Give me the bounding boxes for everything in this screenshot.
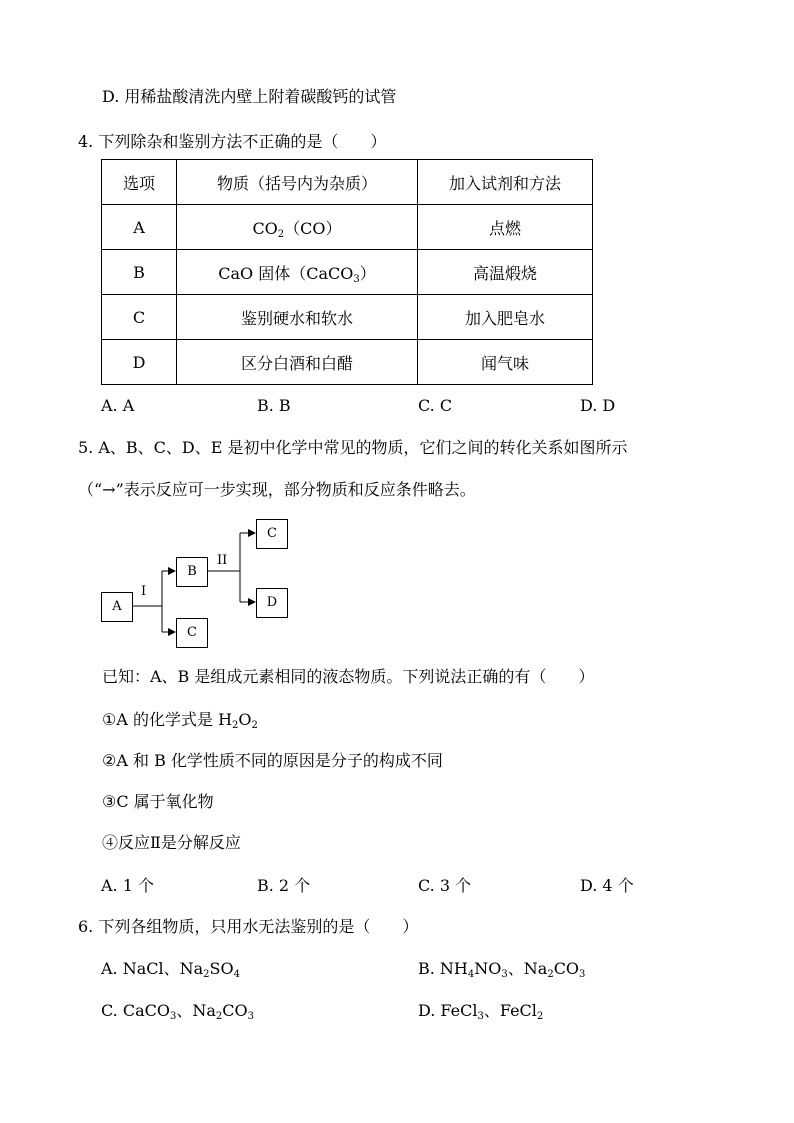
table-header-cell: 选项 — [102, 160, 177, 205]
formula-subscript: 3 — [579, 969, 586, 980]
q3-option-d: D. 用稀盐酸清洗内壁上附着碳酸钙的试管 — [102, 87, 397, 106]
q5-known: 已知：A、B 是组成元素相同的液态物质。下列说法正确的有（ ） — [102, 667, 595, 686]
formula-subscript: 4 — [467, 969, 475, 980]
formula-part: C. CaCO — [101, 1001, 170, 1020]
formula-part: CaO 固体（CaCO — [218, 263, 354, 283]
table-cell-option: C — [102, 295, 177, 340]
formula-part: SO — [209, 959, 234, 978]
q6-answer-c[interactable] — [101, 1001, 254, 1021]
table-cell-method: 闻气味 — [418, 340, 593, 385]
formula-part: CO — [222, 1001, 248, 1020]
formula-subscript: 4 — [233, 969, 240, 980]
table-row — [102, 205, 593, 250]
table-cell-substance: 鉴别硬水和软水 — [177, 295, 418, 340]
formula-subscript: 3 — [169, 1011, 177, 1022]
table-row — [102, 340, 593, 385]
q6-answer-d[interactable] — [418, 1001, 543, 1021]
formula-subscript: 2 — [203, 969, 210, 980]
q4-answer-a[interactable]: A. A — [101, 396, 135, 415]
diagram-label-ii: II — [217, 553, 228, 568]
q4-answer-b[interactable]: B. B — [257, 396, 291, 415]
formula-part: A. NaCl、Na — [101, 959, 204, 978]
q4-table — [101, 159, 593, 385]
q4-stem: 4. 下列除杂和鉴别方法不正确的是（ ） — [78, 132, 387, 151]
formula-part: O — [238, 710, 252, 729]
diagram-box-c-top: C — [256, 519, 288, 549]
q6-answer-a[interactable] — [101, 959, 240, 979]
table-cell-option: B — [102, 250, 177, 295]
formula-part: B. NH — [418, 959, 468, 978]
formula-part: D. FeCl — [418, 1001, 478, 1020]
q5-transformation-diagram — [96, 512, 396, 662]
table-cell-method: 加入肥皂水 — [418, 295, 593, 340]
table-row — [102, 250, 593, 295]
formula-subscript: 2 — [215, 1011, 223, 1022]
formula-subscript: 2 — [547, 969, 554, 980]
table-header-row — [102, 160, 593, 205]
formula-part: CO — [553, 959, 580, 978]
formula-subscript: 2 — [536, 1011, 544, 1022]
diagram-box-c-bottom: C — [176, 618, 208, 648]
table-header-cell: 物质（括号内为杂质） — [177, 160, 418, 205]
formula-part: （CO） — [284, 218, 342, 238]
table-cell-method: 高温煅烧 — [418, 250, 593, 295]
formula-subscript: 3 — [247, 1011, 255, 1022]
table-row — [102, 295, 593, 340]
formula-subscript: 3 — [477, 1011, 484, 1022]
q5-statement-1 — [102, 710, 258, 730]
q5-statement-4: ④反应Ⅱ是分解反应 — [102, 833, 241, 852]
formula-subscript: 3 — [501, 969, 508, 980]
table-cell-method: 点燃 — [418, 205, 593, 250]
formula-subscript: 2 — [232, 720, 239, 731]
q5-stem-line2: （“→”表示反应可一步实现，部分物质和反应条件略去。 — [78, 480, 476, 499]
formula-part: 、Na — [507, 959, 548, 978]
formula-part: 、FeCl — [483, 1001, 537, 1020]
q5-stem-line1: 5. A、B、C、D、E 是初中化学中常见的物质，它们之间的转化关系如图所示 — [78, 438, 628, 457]
q5-statement-3: ③C 属于氧化物 — [102, 792, 214, 811]
formula-subscript: 3 — [353, 273, 360, 285]
table-cell-option: D — [102, 340, 177, 385]
formula-subscript: 2 — [251, 720, 258, 731]
q6-answer-b[interactable] — [418, 959, 585, 979]
q5-answer-d[interactable]: D. 4 个 — [580, 876, 634, 895]
diagram-box-d: D — [256, 588, 288, 618]
table-cell-option: A — [102, 205, 177, 250]
diagram-box-b: B — [176, 557, 208, 587]
q6-stem: 6. 下列各组物质，只用水无法鉴别的是（ ） — [78, 917, 419, 936]
formula-part: CO — [252, 218, 278, 238]
q5-answer-b[interactable]: B. 2 个 — [257, 876, 311, 895]
formula-part: ） — [359, 263, 376, 283]
diagram-label-i: I — [141, 584, 147, 599]
table-cell-substance — [177, 250, 418, 295]
formula-part: NO — [474, 959, 502, 978]
table-cell-substance: 区分白酒和白醋 — [177, 340, 418, 385]
diagram-box-a: A — [101, 592, 133, 622]
q5-answer-a[interactable]: A. 1 个 — [101, 876, 154, 895]
q5-statement-2: ②A 和 B 化学性质不同的原因是分子的构成不同 — [102, 751, 443, 770]
formula-part: 、Na — [176, 1001, 216, 1020]
table-header-cell: 加入试剂和方法 — [418, 160, 593, 205]
q4-answer-c[interactable]: C. C — [418, 396, 453, 415]
formula-part: ①A 的化学式是 H — [102, 710, 233, 729]
q5-answer-c[interactable]: C. 3 个 — [418, 876, 472, 895]
formula-subscript: 2 — [277, 228, 285, 240]
q4-answer-d[interactable]: D. D — [580, 396, 616, 415]
table-cell-substance — [177, 205, 418, 250]
